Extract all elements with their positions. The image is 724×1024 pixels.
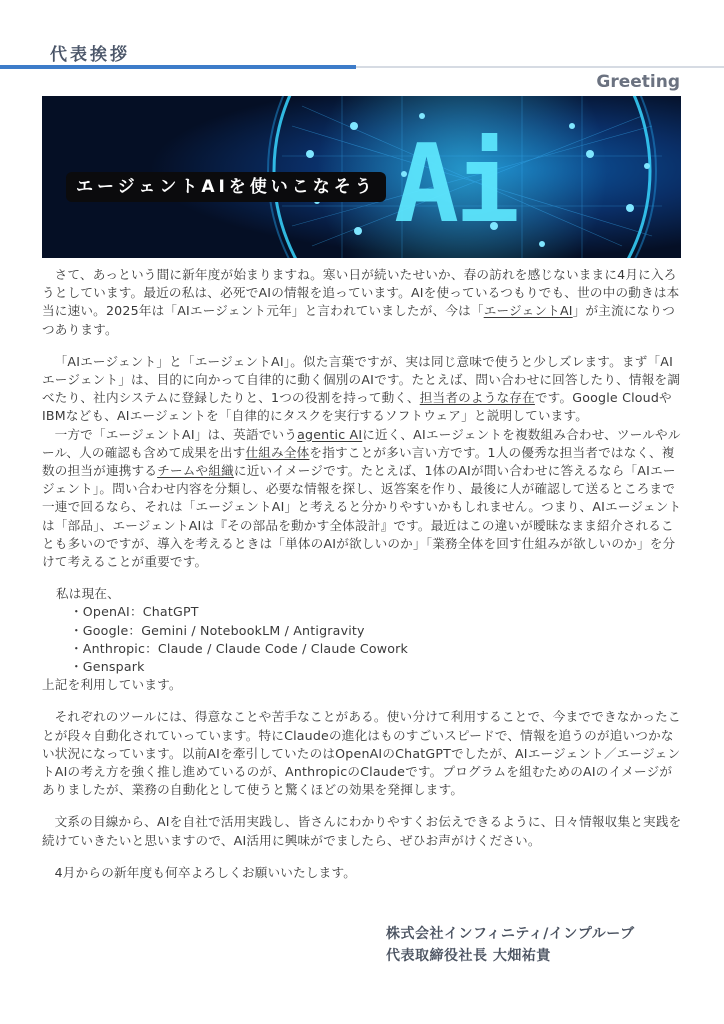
list-item: ・Google：Gemini / NotebookLM / Antigravity (70, 622, 365, 638)
paragraph: 上記を利用しています。 (42, 677, 182, 693)
list-lead: 私は現在、 (56, 586, 120, 602)
paragraph: 文系の目線から、AIを自社で活用実践し、皆さんにわかりやすくお伝えできるように、日々情報収集と実践を続けていきたいと思いますので、AI活用に興味がでましたら、ぜひお声がけください。 (42, 814, 682, 848)
list-item: ・Anthropic：Claude / Claude Code / Claude Cowork (70, 640, 409, 656)
tool-list (42, 585, 682, 676)
page-title: 代表挨拶 (50, 45, 130, 65)
paragraph: さて、あっという間に新年度が始まりますね。寒い日が続いたせいか、春の訪れを感じないままに4月に入ろうとしています。最近の私は、必死でAIの情報を追っています。AIを使っているつもりでも、世の中の動きは本当に速い。2025年は「AIエージェント元年」と言われていましたが、今は「エージェントAI」が主流になりつつあります。 (42, 267, 680, 337)
paragraph: 一方で「エージェントAI」は、英語でいうagentic AIに近く、AIエージェントを複数組み合わせ、ツールやルール、人の確認も含めて成果を出す仕組み全体を指すことが多い言い方です。1人の優秀な担当者ではなく、複数の担当が連携するチームや組織に近いイメージです。たとえば、1体のAIが問い合わせに答えるなら「AIエージェント」。問い合わせ内容を分類し、必要な情報を探し、返答案を作り、最後に人が確認して送るところまで一連で回るなら、それは「エージェントAI」と考えると分かりやすいかもしれません。つまり、AIエージェントは「部品」、エージェントAIは『その部品を動かす全体設計』です。最近はこの違いが曖昧なまま紹介されることも多いのですが、導入を考えるときは「単体のAIが欲しいのか」「業務全体を回す仕組みが欲しいのか」を分けて考えることが重要です。 (42, 426, 682, 570)
header-rule-accent (0, 65, 356, 69)
representative-name: 代表取締役社長 大畑祐貴 (386, 948, 551, 964)
list-item: ・OpenAI：ChatGPT (70, 604, 199, 620)
signature (386, 923, 635, 967)
banner-image (42, 96, 681, 258)
header-rule (356, 66, 724, 68)
closing-line: 4月からの新年度も何卒よろしくお願いいたします。 (54, 864, 357, 880)
paragraph: それぞれのツールには、得意なことや苦手なことがある。使い分けて利用することで、今までできなかったことが段々自動化されていっています。特にClaudeの進化はものすごいスピードで、情報を追うのが追いつかない状況になっています。以前AIを牽引していたのはOpenAIのChatGPTでしたが、AIエージェント／エージェントAIの考え方を強く推し進めているのが、AnthropicのClaudeです。プログラムを組むためのAIのイメージがありましたが、業務の自動化として使うと驚くほどの効果を発揮します。 (42, 709, 681, 798)
greeting-body (42, 266, 682, 882)
ai-logo-text: Ai (394, 122, 517, 247)
paragraph: 「AIエージェント」と「エージェントAI」。似た言葉ですが、実は同じ意味で使うと少しズレます。まず「AIエージェント」は、目的に向かって自律的に動く個別のAIです。たとえば、問い合わせに回答したり、情報を調べたり、社内システムに登録したりと、1つの役割を持って動く、担当者のような存在です。Google CloudやIBMなども、AIエージェントを「自律的にタスクを実行するソフトウェア」と説明しています。 (42, 353, 681, 424)
page-subtitle: Greeting (596, 72, 680, 92)
list-item: ・Genspark (70, 659, 145, 675)
banner-caption: エージェントAIを使いこなそう (66, 172, 386, 202)
company-name: 株式会社インフィニティ/インプルーブ (386, 926, 635, 942)
